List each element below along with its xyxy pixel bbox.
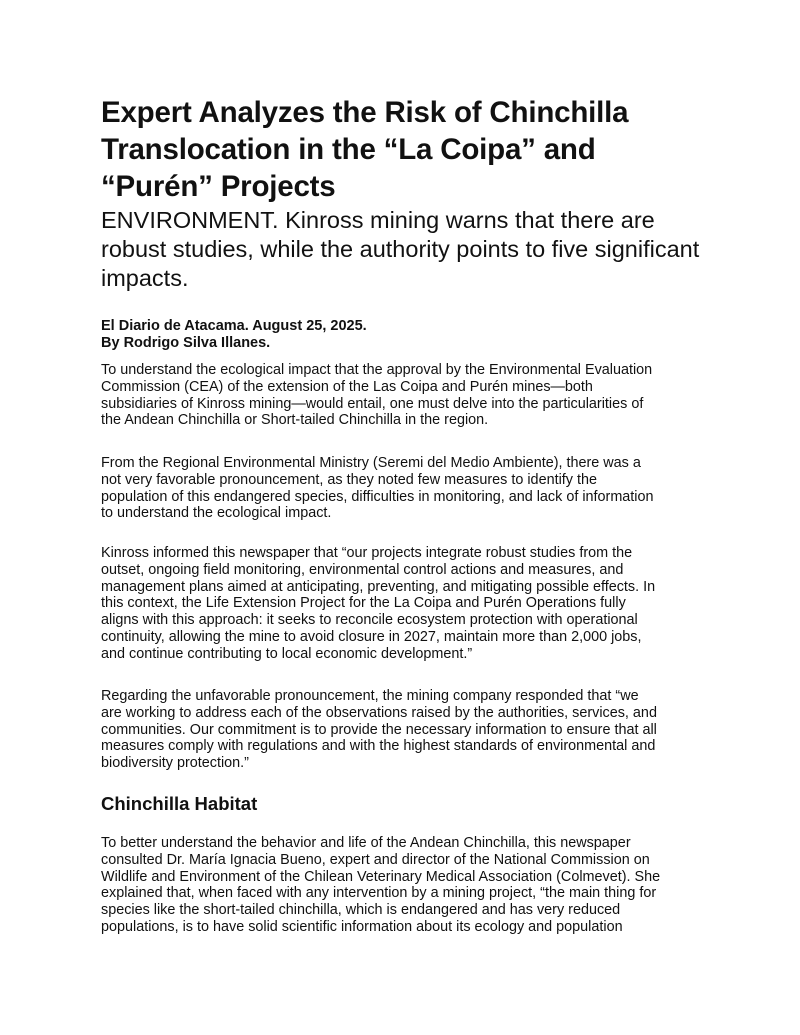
paragraph-line: measures comply with regulations and with the highest standards of environmental and: [101, 738, 656, 755]
subtitle-line: impacts.: [101, 265, 189, 291]
paragraph-line: and continue contributing to local economic development.”: [101, 645, 473, 662]
author: By Rodrigo Silva Illanes.: [101, 335, 271, 351]
subtitle-line: ENVIRONMENT. Kinross mining warns that there are: [101, 207, 655, 233]
article-subtitle: [101, 206, 699, 293]
subtitle-line: robust studies, while the authority points to five significant: [101, 236, 700, 262]
paragraph-line: subsidiaries of Kinross mining—would entail, one must delve into the particularities of: [101, 395, 644, 412]
paragraph-line: species like the short-tailed chinchilla, which is endangered and has very reduced: [101, 902, 621, 918]
body-paragraph: [101, 835, 660, 936]
paragraph-line: to understand the ecological impact.: [101, 505, 332, 522]
body-paragraph: [101, 545, 655, 662]
paragraph-line: biodiversity protection.”: [101, 755, 249, 771]
paragraph-line: explained that, when faced with any intervention by a mining project, “the main thing for: [101, 885, 657, 902]
paragraph-line: the Andean Chinchilla or Short-tailed Chinchilla in the region.: [101, 412, 489, 429]
title-line: “Purén” Projects: [101, 170, 336, 203]
paragraph-line: not very favorable pronouncement, as they noted few measures to identify the: [101, 471, 597, 488]
paragraph-line: population of this endangered species, difficulties in monitoring, and lack of information: [101, 488, 654, 505]
paragraph-line: Wildlife and Environment of the Chilean Veterinary Medical Association (Colmevet). She: [101, 868, 661, 885]
body-paragraph: [101, 362, 652, 429]
paragraph-line: consulted Dr. María Ignacia Bueno, expert and director of the National Commission on: [101, 851, 650, 868]
body-paragraph: [101, 455, 654, 522]
paragraph-line: To understand the ecological impact that the approval by the Environmental Evaluation: [101, 362, 653, 378]
paragraph-line: populations, is to have solid scientific information about its ecology and population: [101, 918, 623, 935]
paragraph-line: aligns with this approach: it seeks to reconcile ecosystem protection with operational: [101, 612, 638, 628]
paragraph-line: From the Regional Environmental Ministry (Seremi del Medio Ambiente), there was a: [101, 455, 641, 471]
section-heading: Chinchilla Habitat: [101, 793, 258, 814]
body-paragraph: [101, 688, 657, 772]
paragraph-line: Commission (CEA) of the extension of the Las Coipa and Purén mines—both: [101, 378, 593, 395]
paragraph-line: Kinross informed this newspaper that “our projects integrate robust studies from the: [101, 545, 633, 561]
paragraph-line: continuity, allowing the mine to avoid closure in 2027, maintain more than 2,000 jobs,: [101, 628, 642, 645]
paragraph-line: management plans aimed at anticipating, preventing, and mitigating possible effects. In: [101, 578, 656, 595]
paragraph-line: Regarding the unfavorable pronouncement, the mining company responded that “we: [101, 688, 639, 704]
paragraph-line: outset, ongoing field monitoring, environmental control actions and measures, and: [101, 561, 624, 578]
title-line: Expert Analyzes the Risk of Chinchilla: [101, 96, 629, 129]
paragraph-line: this context, the Life Extension Project for the La Coipa and Purén Operations fully: [101, 595, 626, 612]
paragraph-line: are working to address each of the observations raised by the authorities, services, and: [101, 704, 657, 721]
byline: [101, 318, 367, 352]
paragraph-line: To better understand the behavior and life of the Andean Chinchilla, this newspaper: [101, 835, 631, 851]
title-line: Translocation in the “La Coipa” and: [101, 133, 596, 166]
source-date: El Diario de Atacama. August 25, 2025.: [101, 318, 367, 334]
article-title: [101, 94, 628, 205]
paragraph-line: communities. Our commitment is to provide the necessary information to ensure that all: [101, 721, 657, 738]
